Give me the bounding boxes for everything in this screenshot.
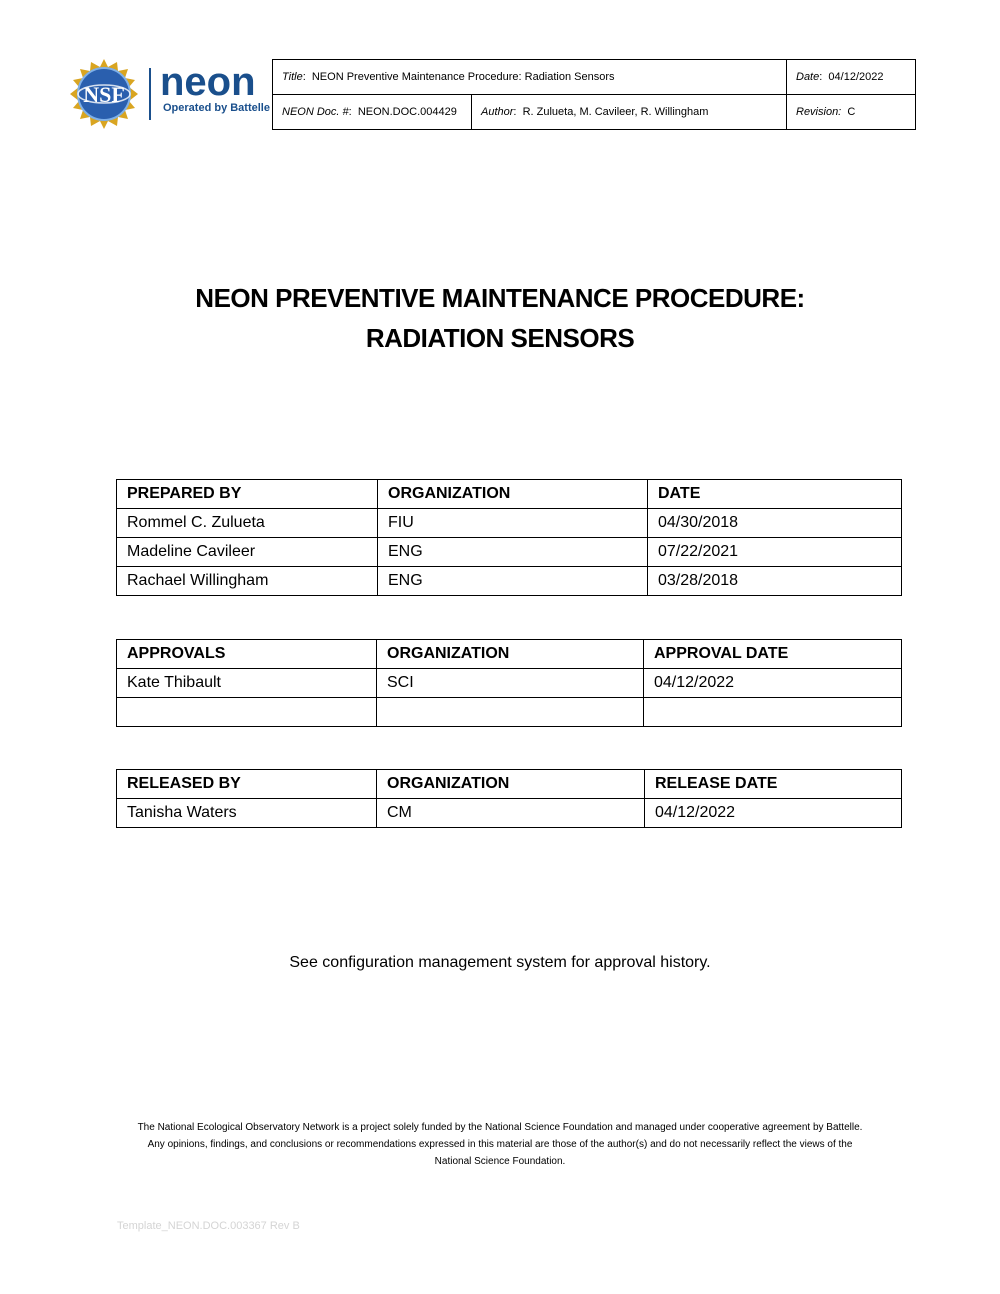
header-date-value: 04/12/2022	[828, 71, 884, 83]
table-row	[117, 669, 902, 698]
table-header-row	[117, 480, 902, 509]
header-revision-value: C	[847, 106, 856, 118]
header-author-value: R. Zulueta, M. Cavileer, R. Willingham	[522, 106, 709, 118]
column-header: DATE	[648, 480, 902, 509]
approval-history-note: See configuration management system for approval history.	[289, 954, 711, 971]
svg-text:NSF: NSF	[83, 82, 125, 107]
table-cell: 04/12/2022	[645, 799, 902, 828]
neon-logo	[68, 58, 268, 130]
table-cell: Rommel C. Zulueta	[117, 509, 378, 538]
column-header: APPROVAL DATE	[644, 640, 902, 669]
document-title	[0, 278, 1000, 358]
table-row	[117, 799, 902, 828]
table-cell	[117, 698, 377, 727]
table-header-row	[117, 770, 902, 799]
approvals-table	[116, 639, 902, 727]
operated-by-text: Operated by Battelle	[163, 102, 270, 114]
table-cell: ENG	[378, 567, 648, 596]
column-header: ORGANIZATION	[377, 640, 644, 669]
footer-line: The National Ecological Observatory Network is a project solely funded by the National Science Foundation and managed under cooperative agreement by Battelle.	[137, 1122, 863, 1133]
table-header-row	[117, 640, 902, 669]
table-row	[117, 567, 902, 596]
column-header: RELEASED BY	[117, 770, 377, 799]
released-by-table	[116, 769, 902, 828]
header-revision-cell	[787, 95, 916, 130]
column-header: ORGANIZATION	[377, 770, 645, 799]
header-title-cell: Title: NEON Preventive Maintenance Procedure: Radiation Sensors	[273, 60, 787, 95]
header-doc-label: NEON Doc. #	[282, 106, 349, 118]
prepared-by-table	[116, 479, 902, 596]
table-cell	[644, 698, 902, 727]
column-header: RELEASE DATE	[645, 770, 902, 799]
table-cell	[377, 698, 644, 727]
table-row	[117, 698, 902, 727]
logo-divider	[149, 68, 151, 120]
header-author-label: Author	[481, 106, 514, 118]
table-cell: Rachael Willingham	[117, 567, 378, 596]
footer-line: Any opinions, findings, and conclusions or recommendations expressed in this material are those of the author(s) and do not necessarily reflect the views of the	[147, 1139, 853, 1150]
header-revision-label: Revision:	[796, 106, 842, 118]
table-cell: 07/22/2021	[648, 538, 902, 567]
header-date-cell: Date: 04/12/2022	[787, 60, 916, 95]
template-reference: Template_NEON.DOC.003367 Rev B	[117, 1220, 300, 1232]
table-cell: SCI	[377, 669, 644, 698]
table-cell: FIU	[378, 509, 648, 538]
document-title-line2: RADIATION SENSORS	[365, 323, 635, 353]
document-title-line1: NEON PREVENTIVE MAINTENANCE PROCEDURE:	[195, 283, 805, 313]
table-cell: CM	[377, 799, 645, 828]
header-doc-value: NEON.DOC.004429	[357, 106, 457, 118]
column-header: APPROVALS	[117, 640, 377, 669]
nsf-seal-icon	[68, 58, 140, 130]
header-author-cell: Author: R. Zulueta, M. Cavileer, R. Willingham	[472, 95, 787, 130]
table-cell: 04/30/2018	[648, 509, 902, 538]
document-header-table	[272, 59, 916, 130]
table-cell: 03/28/2018	[648, 567, 902, 596]
column-header: PREPARED BY	[117, 480, 378, 509]
table-cell: 04/12/2022	[644, 669, 902, 698]
header-date-label: Date	[796, 71, 820, 83]
table-cell: Kate Thibault	[117, 669, 377, 698]
header-title-label: Title	[282, 71, 303, 83]
table-cell: Madeline Cavileer	[117, 538, 378, 567]
neon-wordmark	[160, 62, 266, 102]
column-header: ORGANIZATION	[378, 480, 648, 509]
table-row	[117, 509, 902, 538]
table-row	[117, 538, 902, 567]
table-cell: ENG	[378, 538, 648, 567]
header-doc-cell: NEON Doc. #: NEON.DOC.004429	[273, 95, 472, 130]
table-cell: Tanisha Waters	[117, 799, 377, 828]
header-title-value: NEON Preventive Maintenance Procedure: Radiation Sensors	[311, 71, 615, 83]
svg-text:neon: neon	[160, 62, 256, 102]
funding-disclaimer	[110, 1119, 890, 1170]
footer-line: National Science Foundation.	[434, 1156, 566, 1167]
